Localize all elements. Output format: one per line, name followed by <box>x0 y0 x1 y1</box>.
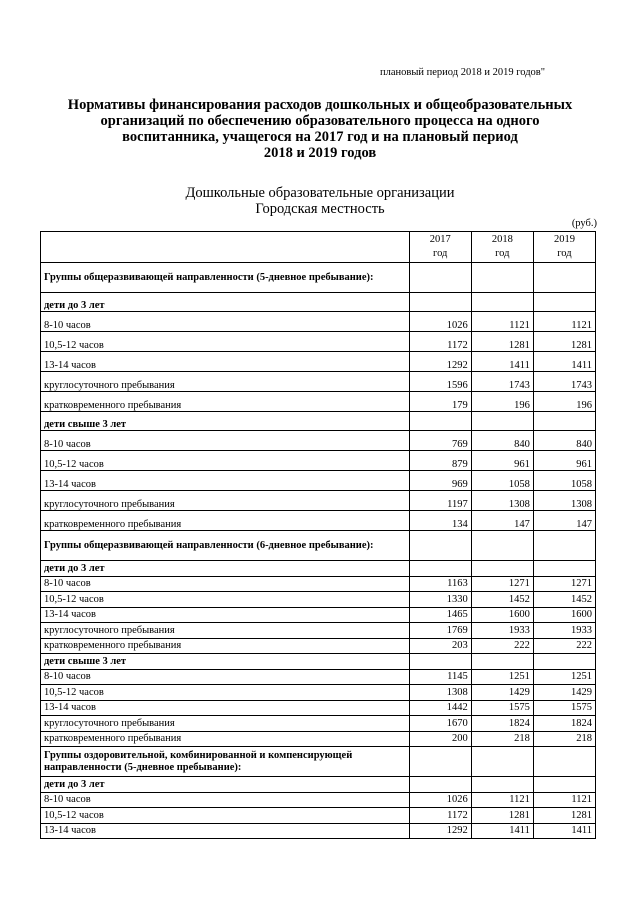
document-title-line: Нормативы финансирования расходов дошкольных и общеобразовательных <box>67 97 573 113</box>
document-title-line: 2018 и 2019 годов <box>263 145 377 161</box>
group-title: Группы общеразвивающей направленности (6-дневное пребывание): <box>41 531 410 561</box>
document-title-line: организаций по обеспечению образовательного процесса на одного <box>100 113 540 129</box>
header-year-2018: 2018 год <box>471 232 533 263</box>
subgroup-title: дети свыше 3 лет <box>41 412 410 431</box>
document-title-line: воспитанника, учащегося на 2017 год и на плановый период <box>122 129 518 145</box>
table-row: 8-10 часов 1026 1121 1121 <box>41 312 596 332</box>
subgroup-title: дети до 3 лет <box>41 293 410 312</box>
subgroup-title: дети до 3 лет <box>41 777 410 793</box>
table-row: 8-10 часов 1145 1251 1251 <box>41 669 596 685</box>
subgroup-header-row <box>41 293 596 312</box>
section-title-organizations: Дошкольные образовательные организации <box>185 185 455 201</box>
header-year-2019: 2019 год <box>533 232 595 263</box>
table-row: кратковременного пребывания 203 222 222 <box>41 638 596 654</box>
table-row: кратковременного пребывания 134 147 147 <box>41 511 596 531</box>
table-row: круглосуточного пребывания 1670 1824 1824 <box>41 716 596 732</box>
table-row: 13-14 часов 969 1058 1058 <box>41 471 596 491</box>
subgroup-title: дети свыше 3 лет <box>41 654 410 670</box>
table-row: круглосуточного пребывания 1596 1743 1743 <box>41 372 596 392</box>
table-row: 10,5-12 часов 1308 1429 1429 <box>41 685 596 701</box>
group-header-row <box>41 263 596 293</box>
table-header-row <box>41 232 596 263</box>
table-row: 8-10 часов 769 840 840 <box>41 431 596 451</box>
table-row: 10,5-12 часов 879 961 961 <box>41 451 596 471</box>
group-header-row <box>41 531 596 561</box>
table-row: 10,5-12 часов 1172 1281 1281 <box>41 332 596 352</box>
header-year-2017: 2017 год <box>409 232 471 263</box>
unit-label: (руб.) <box>571 218 597 229</box>
table-row: 13-14 часов 1442 1575 1575 <box>41 700 596 716</box>
financing-norms-table <box>40 231 596 839</box>
table-row: круглосуточного пребывания 1197 1308 1308 <box>41 491 596 511</box>
group-title: Группы оздоровительной, комбинированной и компенсирующей направленности (5-дневное пребывание): <box>41 747 410 777</box>
group-header-row <box>41 747 596 777</box>
table-row: 13-14 часов 1292 1411 1411 <box>41 823 596 839</box>
table-row: кратковременного пребывания 200 218 218 <box>41 731 596 747</box>
table-row: 10,5-12 часов 1330 1452 1452 <box>41 592 596 608</box>
section-title-locality: Городская местность <box>255 201 385 217</box>
subgroup-title: дети до 3 лет <box>41 561 410 577</box>
table-row: круглосуточного пребывания 1769 1933 1933 <box>41 623 596 639</box>
subgroup-header-row <box>41 654 596 670</box>
table-row: 10,5-12 часов 1172 1281 1281 <box>41 808 596 824</box>
table-row: 8-10 часов 1163 1271 1271 <box>41 576 596 592</box>
header-label-cell <box>41 232 410 263</box>
group-title: Группы общеразвивающей направленности (5-дневное пребывание): <box>41 263 410 293</box>
page-header-note: плановый период 2018 и 2019 годов" <box>380 67 546 78</box>
table-row: 8-10 часов 1026 1121 1121 <box>41 792 596 808</box>
subgroup-header-row <box>41 777 596 793</box>
section-title <box>40 185 600 217</box>
subgroup-header-row <box>41 412 596 431</box>
document-title <box>40 97 600 161</box>
table-row: 13-14 часов 1292 1411 1411 <box>41 352 596 372</box>
table-row: 13-14 часов 1465 1600 1600 <box>41 607 596 623</box>
table-row: кратковременного пребывания 179 196 196 <box>41 392 596 412</box>
subgroup-header-row <box>41 561 596 577</box>
